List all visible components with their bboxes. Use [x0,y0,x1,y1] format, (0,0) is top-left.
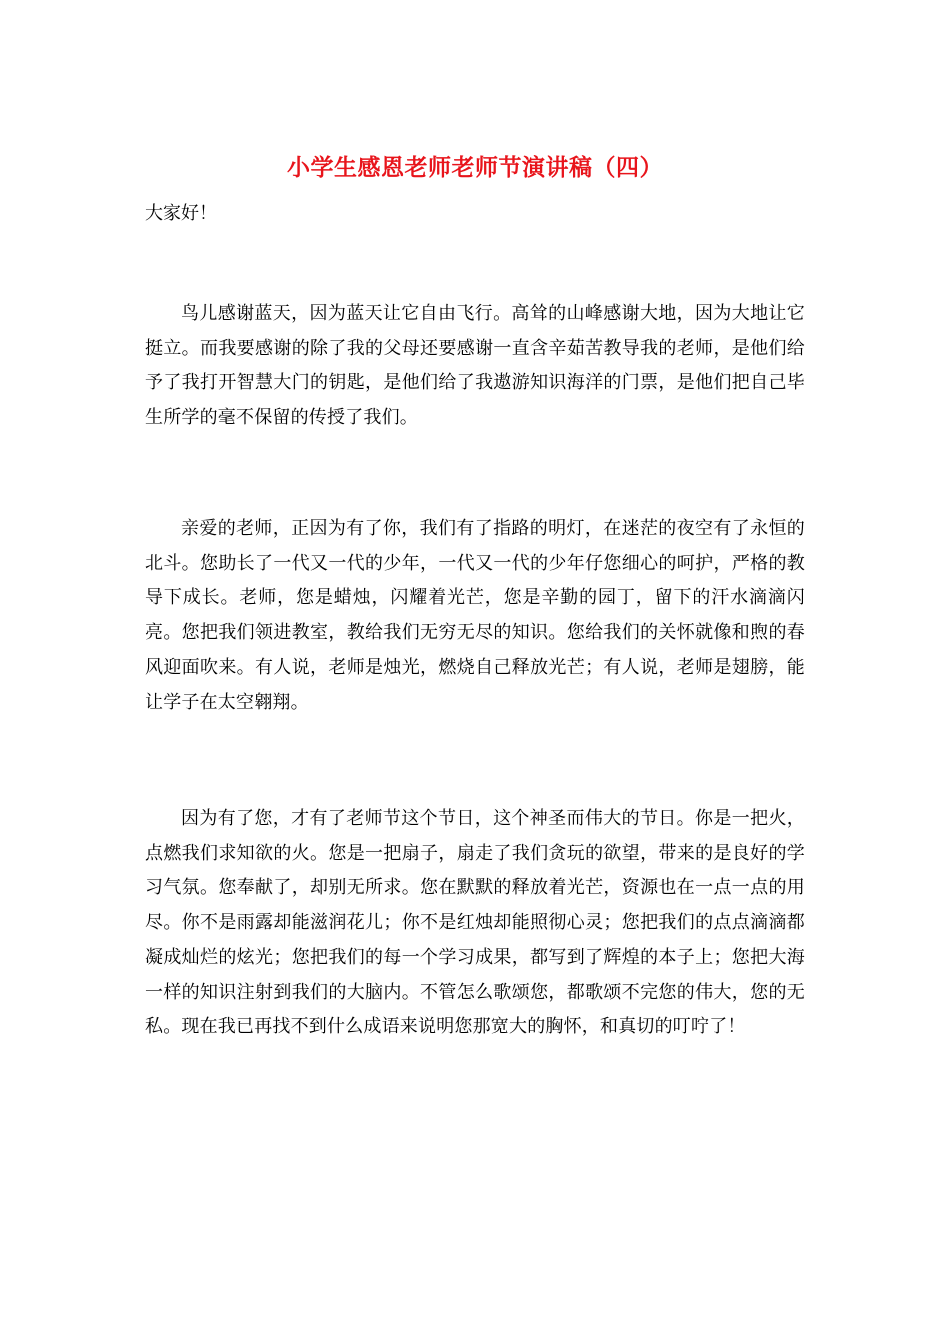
greeting-text: 大家好！ [145,203,217,224]
document-title: 小学生感恩老师老师节演讲稿（四） [287,154,663,181]
paragraph-3: 因为有了您，才有了老师节这个节日，这个神圣而伟大的节日。你是一把火，点燃我们求知欲的火。您是一把扇子，扇走了我们贪玩的欲望，带来的是良好的学习气氛。您奉献了，却别无所求。您在默默的释放着光芒，资源也在一点一点的用尽。你不是雨露却能滋润花儿；你不是红烛却能照彻心灵；您把我们的点点滴滴都凝成灿烂的炫光；您把我们的每一个学习成果，都写到了辉煌的本子上；您把大海一样的知识注射到我们的大脑内。不管怎么歌颂您，都歌颂不完您的伟大，您的无私。现在我已再找不到什么成语来说明您那宽大的胸怀，和真切的叮咛了！ [145,808,805,1038]
paragraph-1: 鸟儿感谢蓝天，因为蓝天让它自由飞行。高耸的山峰感谢大地，因为大地让它挺立。而我要感谢的除了我的父母还要感谢一直含辛茹苦教导我的老师，是他们给予了我打开智慧大门的钥匙，是他们给了我遨游知识海洋的门票，是他们把自己毕生所学的毫不保留的传授了我们。 [145,303,805,429]
paragraph-2: 亲爱的老师，正因为有了你，我们有了指路的明灯，在迷茫的夜空有了永恒的北斗。您助长了一代又一代的少年，一代又一代的少年仔您细心的呵护，严格的教导下成长。老师，您是蜡烛，闪耀着光芒，您是辛勤的园丁，留下的汗水滴滴闪亮。您把我们领进教室，教给我们无穷无尽的知识。您给我们的关怀就像和煦的春风迎面吹来。有人说，老师是烛光，燃烧自己释放光芒；有人说，老师是翅膀，能让学子在太空翱翔。 [145,518,805,713]
